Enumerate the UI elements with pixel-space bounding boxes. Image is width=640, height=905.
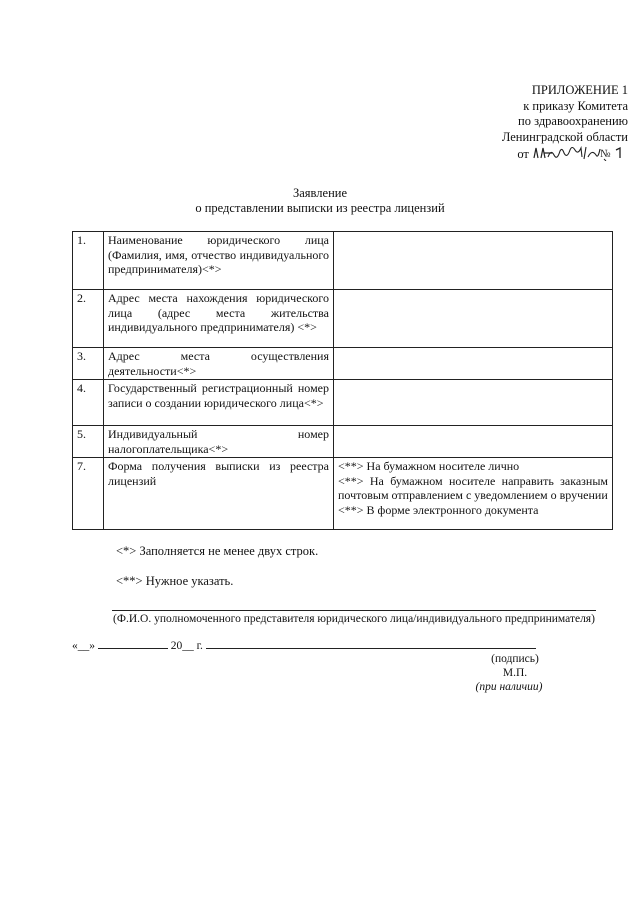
delivery-options-cell bbox=[334, 458, 613, 530]
row-label: Форма получения выписки из реестра лицензий bbox=[104, 458, 334, 530]
date-day-field[interactable]: «__» bbox=[72, 640, 95, 652]
option-paper-by-mail[interactable]: <**> На бумажном носителе направить заказным почтовым отправлением с уведомлением о вручении bbox=[338, 473, 608, 502]
handwritten-date-number-icon bbox=[532, 145, 628, 161]
title-line-1: Заявление bbox=[292, 186, 347, 200]
row-label: Адрес места нахождения юридического лица (адрес места жительства индивидуального предпринимателя) <*> bbox=[104, 290, 334, 348]
row-label: Адрес места осуществления деятельности<*> bbox=[104, 348, 334, 380]
value-cell[interactable] bbox=[334, 290, 613, 348]
appendix-title: ПРИЛОЖЕНИЕ 1 bbox=[531, 83, 628, 97]
signature-line[interactable] bbox=[206, 648, 536, 649]
appendix-order-line: к приказу Комитета bbox=[523, 98, 628, 113]
date-prefix: от bbox=[517, 147, 529, 161]
document-title bbox=[0, 186, 640, 216]
appendix-header bbox=[368, 83, 628, 163]
appendix-committee-line: по здравоохранению bbox=[518, 114, 628, 128]
table-row bbox=[73, 380, 613, 426]
row-number: 5. bbox=[73, 426, 104, 458]
stamp-note: (при наличии) bbox=[475, 681, 543, 693]
value-cell[interactable] bbox=[334, 380, 613, 426]
number-prefix: № bbox=[600, 148, 611, 160]
application-table bbox=[72, 231, 613, 530]
option-electronic[interactable]: <**> В форме электронного документа bbox=[338, 502, 539, 517]
date-year-field[interactable]: 20__ г. bbox=[170, 640, 203, 652]
row-number: 2. bbox=[73, 290, 104, 348]
value-cell[interactable] bbox=[334, 348, 613, 380]
footnote-2: <**> Нужное указать. bbox=[116, 574, 234, 588]
row-label: Индивидуальный номер налогоплательщика<*> bbox=[104, 426, 334, 458]
appendix-region-line: Ленинградской области bbox=[501, 129, 628, 144]
signature-caption: (подпись) bbox=[491, 653, 539, 665]
value-cell[interactable] bbox=[334, 426, 613, 458]
fio-caption: (Ф.И.О. уполномоченного представителя юридического лица/индивидуального предпринимателя) bbox=[113, 613, 595, 625]
option-paper-in-person[interactable]: <**> На бумажном носителе лично bbox=[338, 459, 520, 473]
fio-signature-line bbox=[112, 610, 596, 611]
date-signature-row bbox=[72, 640, 562, 652]
row-number: 1. bbox=[73, 232, 104, 290]
date-month-line[interactable] bbox=[98, 648, 168, 649]
row-number: 7. bbox=[73, 458, 104, 530]
table-row bbox=[73, 232, 613, 290]
footnote-1: <*> Заполняется не менее двух строк. bbox=[116, 544, 319, 558]
table-row bbox=[73, 426, 613, 458]
table-row bbox=[73, 348, 613, 380]
value-cell[interactable] bbox=[334, 232, 613, 290]
title-line-2: о представлении выписки из реестра лицензий bbox=[195, 201, 445, 215]
table-row bbox=[73, 458, 613, 530]
stamp-caption: М.П. bbox=[502, 667, 528, 679]
appendix-date-line bbox=[368, 145, 628, 163]
table-row bbox=[73, 290, 613, 348]
row-label: Наименование юридического лица (Фамилия, имя, отчество индивидуального предпринимателя)<*> bbox=[104, 232, 334, 290]
row-number: 4. bbox=[73, 380, 104, 426]
row-label: Государственный регистрационный номер записи о создании юридического лица<*> bbox=[104, 380, 334, 426]
row-number: 3. bbox=[73, 348, 104, 380]
